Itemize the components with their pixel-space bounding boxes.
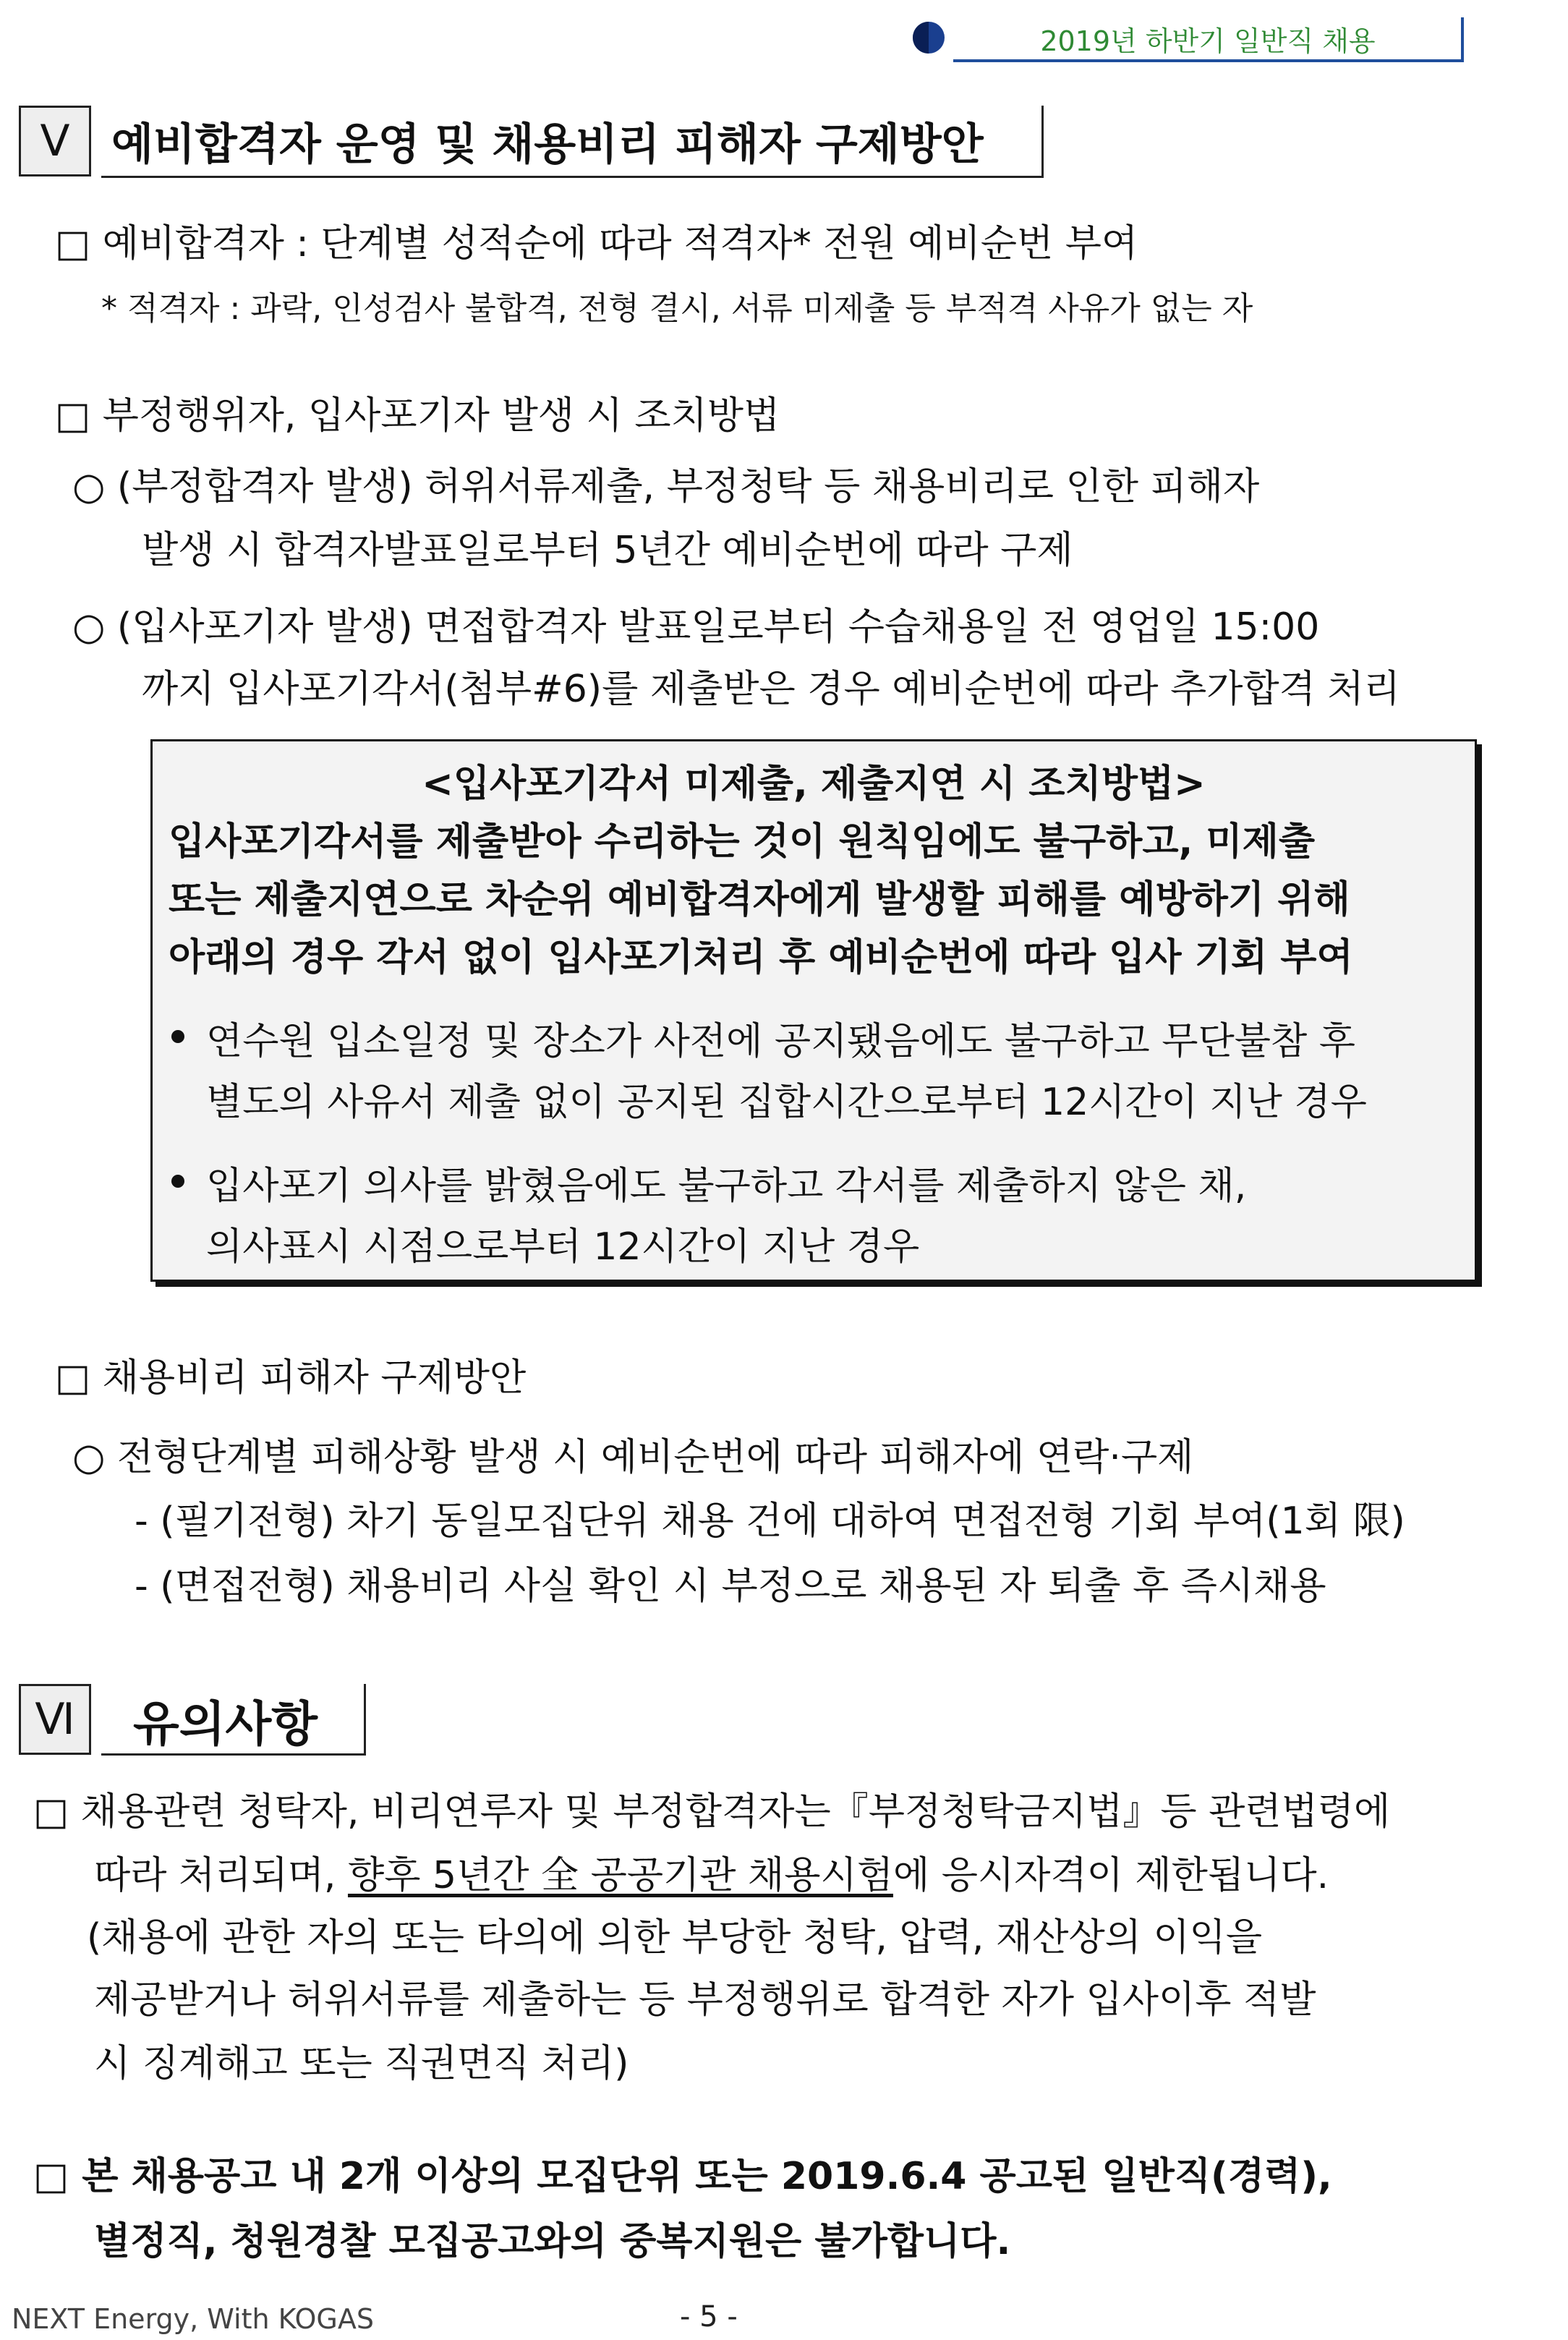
notice-bullet1-line2: 별도의 사유서 제출 없이 공지된 집합시간으로부터 12시간이 지난 경우 <box>206 1081 1367 1124</box>
misconduct-heading: □ 부정행위자, 입사포기자 발생 시 조치방법 <box>55 394 780 438</box>
notice1-line2 <box>94 1845 1329 1899</box>
page-number: - 5 - <box>680 2300 738 2333</box>
notice-box-title: <입사포기각서 미제출, 제출지연 시 조치방법> <box>422 762 1206 806</box>
notice2-line2: 별정직, 청원경찰 모집공고와의 중복지원은 불가합니다. <box>94 2220 1011 2263</box>
header-underline <box>953 59 1464 62</box>
misconduct-item2-line1: ○ (입사포기자 발생) 면접합격자 발표일로부터 수습채용일 전 영업일 15:00 <box>72 605 1320 649</box>
notice-intro-line2: 또는 제출지연으로 차순위 예비합격자에게 발생할 피해를 예방하기 위해 <box>169 878 1350 922</box>
notice-intro-line1: 입사포기각서를 제출받아 수리하는 것이 원칙임에도 불구하고, 미제출 <box>169 820 1316 864</box>
section-title-border <box>1041 106 1044 178</box>
section-title-underline <box>101 1753 366 1756</box>
notice1-line2-end: 에 응시자격이 제한됩니다. <box>892 1854 1329 1897</box>
section-title-underline <box>101 176 1043 178</box>
section-title: 예비합격자 운영 및 채용비리 피해자 구제방안 <box>111 119 984 170</box>
notice1-line3: (채용에 관한 자의 또는 타의에 의한 부당한 청탁, 압력, 재산상의 이익을 <box>87 1916 1263 1960</box>
remedy-sub2: - (면접전형) 채용비리 사실 확인 시 부정으로 채용된 자 퇴출 후 즉시채용 <box>135 1565 1326 1608</box>
notice1-line4: 제공받거나 허위서류를 제출하는 등 부정행위로 합격한 자가 입사이후 적발 <box>94 1978 1316 2022</box>
notice2-line1: □ 본 채용공고 내 2개 이상의 모집단위 또는 2019.6.4 공고된 일반직(경력), <box>33 2155 1332 2198</box>
notice1-line5: 시 징계해고 또는 직권면직 처리) <box>94 2042 629 2085</box>
bullet-icon <box>171 1175 184 1188</box>
remedy-item: ○ 전형단계별 피해상황 발생 시 예비순번에 따라 피해자에 연락·구제 <box>72 1436 1194 1479</box>
section-number-box <box>19 106 91 176</box>
header-logo-icon <box>913 22 945 54</box>
section-title: 유의사항 <box>133 1696 318 1752</box>
footer-slogan: NEXT Energy, With KOGAS <box>12 2303 374 2335</box>
remedy-sub1: - (필기전형) 차기 동일모집단위 채용 건에 대하여 면접전형 기회 부여(1회 限) <box>135 1499 1405 1543</box>
notice-intro-line3: 아래의 경우 각서 없이 입사포기처리 후 예비순번에 따라 입사 기회 부여 <box>169 936 1353 979</box>
notice1-line2-underlined: 향후 5년간 全 공공기관 채용시험 <box>347 1854 893 1897</box>
reserve-note: * 적격자 : 과락, 인성검사 불합격, 전형 결시, 서류 미제출 등 부적격 사유가 없는 자 <box>101 290 1253 327</box>
bullet-icon <box>171 1030 184 1043</box>
notice-bullet2-line2: 의사표시 시점으로부터 12시간이 지난 경우 <box>206 1225 920 1269</box>
header-divider <box>1461 17 1464 62</box>
misconduct-item1-line2: 발생 시 합격자발표일로부터 5년간 예비순번에 따라 구제 <box>142 529 1073 572</box>
reserve-line: □ 예비합격자 : 단계별 성적순에 따라 적격자* 전원 예비순번 부여 <box>55 222 1138 265</box>
section-number: Ⅴ <box>40 116 70 166</box>
misconduct-item1-line1: ○ (부정합격자 발생) 허위서류제출, 부정청탁 등 채용비리로 인한 피해자 <box>72 465 1260 509</box>
section-number: Ⅵ <box>35 1694 75 1745</box>
notice-bullet2-line1: 입사포기 의사를 밝혔음에도 불구하고 각서를 제출하지 않은 채, <box>206 1165 1247 1208</box>
notice-box <box>150 739 1477 1282</box>
section-title-border <box>364 1684 366 1756</box>
header-title: 2019년 하반기 일반직 채용 <box>1040 25 1376 57</box>
misconduct-item2-line2: 까지 입사포기각서(첨부#6)를 제출받은 경우 예비순번에 따라 추가합격 처리 <box>142 668 1400 711</box>
notice-bullet1-line1: 연수원 입소일정 및 장소가 사전에 공지됐음에도 불구하고 무단불참 후 <box>206 1020 1355 1063</box>
remedy-heading: □ 채용비리 피해자 구제방안 <box>55 1356 527 1400</box>
notice1-line1: □ 채용관련 청탁자, 비리연루자 및 부정합격자는『부정청탁금지법』등 관련법령에 <box>33 1790 1391 1834</box>
section-number-box <box>19 1684 91 1755</box>
notice1-line2-start: 따라 처리되며, <box>94 1854 348 1897</box>
